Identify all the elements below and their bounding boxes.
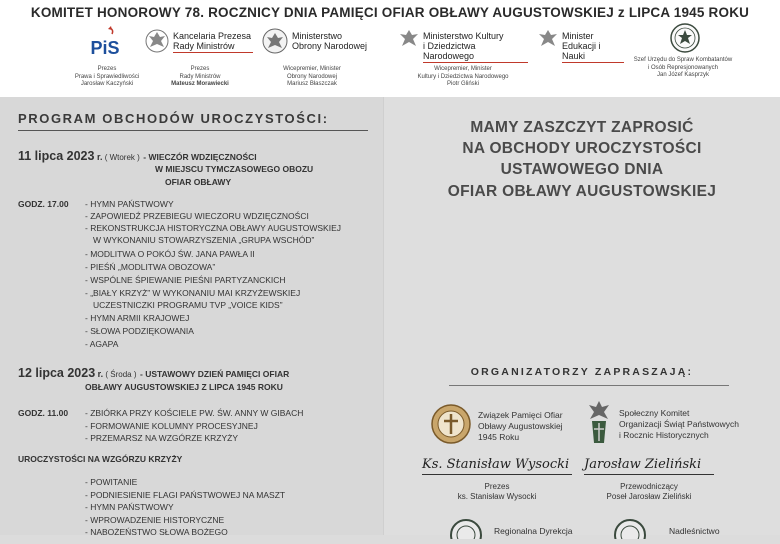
- day2-item: - FORMOWANIE KOLUMNY PROCESYJNEJ: [85, 421, 258, 431]
- invitation-panel: [384, 97, 780, 535]
- patron-udskior-role: Szef Urzędu do Spraw Kombatantów i Osób Represjonowanych Jan Józef Kasprzyk: [633, 57, 733, 78]
- signature-wysocki: Ks. Stanisław Wysocki: [422, 457, 570, 472]
- invitation-line: OFIAR OBŁAWY AUGUSTOWSKIEJ: [447, 183, 717, 200]
- signature-wysocki-caption: Prezes ks. Stanisław Wysocki: [457, 482, 537, 501]
- day1-item: - WSPÓLNE ŚPIEWANIE PIEŚNI PARTYZANCKICH: [85, 275, 286, 285]
- pis-logo-icon: [86, 26, 124, 62]
- org4-name: Nadleśnictwo: [669, 526, 720, 536]
- day1-event-line3: OFIAR OBŁAWY: [165, 177, 232, 187]
- hill-item: - WPROWADZENIE HISTORYCZNE: [85, 515, 225, 525]
- patron-kprm-role: Prezes Rady Ministrów Mateusz Morawiecki: [171, 66, 229, 87]
- org3-emblem-icon: [450, 519, 482, 544]
- hill-item: - HYMN PAŃSTWOWY: [85, 502, 174, 512]
- eagle-emblem-icon: [398, 28, 420, 57]
- hill-section-title: UROCZYSTOŚCI NA WZGÓRZU KRZYŻY: [18, 454, 183, 464]
- patron-mein: [537, 24, 627, 94]
- day1-event-line2: W MIEJSCU TYMCZASOWEGO OBOZU: [155, 164, 314, 174]
- day1-item: - MODLITWA O POKÓJ ŚW. JANA PAWŁA II: [85, 249, 255, 259]
- day2-event-line2: OBŁAWY AUGUSTOWSKIEJ Z LIPCA 1945 ROKU: [85, 382, 283, 392]
- signature-line: [422, 474, 572, 475]
- day1-item: - AGAPA: [85, 339, 119, 349]
- patron-kprm: [145, 24, 255, 94]
- day2-item: - PRZEMARSZ NA WZGÓRZE KRZYŻY: [85, 433, 239, 443]
- organizers-title: ORGANIZATORZY ZAPRASZAJĄ:: [470, 366, 694, 378]
- patron-mon: [262, 24, 372, 94]
- patron-kprm-name: Kancelaria Prezesa Rady Ministrów: [173, 31, 252, 51]
- svg-text:PiS: PiS: [90, 38, 120, 58]
- program-title: PROGRAM OBCHODÓW UROCZYSTOŚCI:: [18, 111, 329, 126]
- org1-emblem-icon: [431, 404, 471, 449]
- hill-item: - NABOŻEŃSTWO SŁOWA BOŻEGO: [85, 527, 228, 537]
- signature-zielinski: Jarosław Zieliński: [584, 457, 702, 472]
- day1-item: - HYMN PAŃSTWOWY: [85, 199, 174, 209]
- patron-mon-name: Ministerstwo Obrony Narodowej: [292, 31, 368, 51]
- day2-heading: 12 lipca 2023 r. ( Środa ) - USTAWOWY DZIEŃ PAMIĘCI OFIAR: [18, 366, 290, 380]
- day1-item: W WYKONANIU STOWARZYSZENIA „GRUPA WSCHÓD”: [93, 235, 315, 245]
- day1-item: - ZAPOWIEDŹ PRZEBIEGU WIECZORU WDZIĘCZNOŚCI: [85, 211, 309, 221]
- org2-name: Społeczny Komitet Organizacji Świąt Państwowych i Rocznic Historycznych: [619, 408, 739, 440]
- committee-title: KOMITET HONOROWY 78. ROCZNICY DNIA PAMIĘCI OFIAR OBŁAWY AUGUSTOWSKIEJ z LIPCA 1945 ROKU: [30, 5, 750, 20]
- day1-item: UCZESTNICZKI PROGRAMU TVP „VOICE KIDS”: [93, 300, 283, 310]
- day1-hour: GODZ. 17.00: [18, 199, 69, 209]
- organizers-underline: [449, 385, 729, 386]
- mon-emblem-icon: [262, 28, 288, 59]
- invitation-line: NA OBCHODY UROCZYSTOŚCI: [462, 140, 702, 157]
- org3-name: Regionalna Dyrekcja: [494, 526, 573, 536]
- patron-mkidn-role: Wicepremier, Minister Kultury i Dziedzictwa Narodowego Piotr Gliński: [417, 66, 509, 87]
- hill-item: - PODNIESIENIE FLAGI PAŃSTWOWEJ NA MASZT: [85, 490, 286, 500]
- eagle-emblem-icon: [537, 28, 559, 57]
- program-panel: [0, 97, 384, 535]
- org4-emblem-icon: [614, 519, 646, 544]
- day1-item: - PIEŚŃ „MODLITWA OBOZOWA”: [85, 262, 216, 272]
- invitation-line: USTAWOWEGO DNIA: [500, 161, 664, 178]
- program-title-underline: [18, 130, 368, 131]
- honorary-committee-bar: [0, 0, 780, 97]
- day1-heading: 11 lipca 2023 r. ( Wtorek ) - WIECZÓR WDZIĘCZNOŚCI: [18, 149, 257, 163]
- patron-pis: [62, 24, 152, 94]
- patron-mkidn-name: Ministerstwo Kultury i Dziedzictwa Narodowego: [423, 31, 528, 63]
- patron-mon-role: Wicepremier, Minister Obrony Narodowej Mariusz Błaszczak: [283, 66, 341, 87]
- eagle-emblem-icon: [145, 28, 169, 59]
- day1-item: - REKONSTRUKCJA HISTORYCZNA OBŁAWY AUGUSTOWSKIEJ: [85, 223, 341, 233]
- invitation-line: MAMY ZASZCZYT ZAPROSIĆ: [470, 119, 694, 136]
- day2-hour: GODZ. 11.00: [18, 408, 69, 418]
- patron-mkidn: [398, 24, 528, 94]
- patron-pis-role: Prezes Prawa i Sprawiedliwości Jarosław Kaczyński: [74, 66, 140, 87]
- day1-item: - „BIAŁY KRZYŻ” W WYKONANIU MAI KRZYŻEWSKIEJ: [85, 288, 301, 298]
- signature-line: [584, 474, 714, 475]
- hill-item: - POWITANIE: [85, 477, 138, 487]
- day1-item: - SŁOWA PODZIĘKOWANIA: [85, 326, 194, 336]
- signature-zielinski-caption: Przewodniczący Poseł Jarosław Zieliński: [606, 482, 692, 501]
- org1-name: Związek Pamięci Ofiar Obławy Augustowskiej 1945 Roku: [478, 410, 563, 442]
- day2-item: - ZBIÓRKA PRZY KOŚCIELE PW. ŚW. ANNY W GIBACH: [85, 408, 304, 418]
- org2-emblem-icon: [582, 399, 616, 452]
- udskior-emblem-icon: [670, 22, 700, 59]
- day1-item: - HYMN ARMII KRAJOWEJ: [85, 313, 190, 323]
- patron-udskior: [628, 24, 738, 94]
- patron-mein-name: Minister Edukacji i Nauki: [562, 31, 624, 63]
